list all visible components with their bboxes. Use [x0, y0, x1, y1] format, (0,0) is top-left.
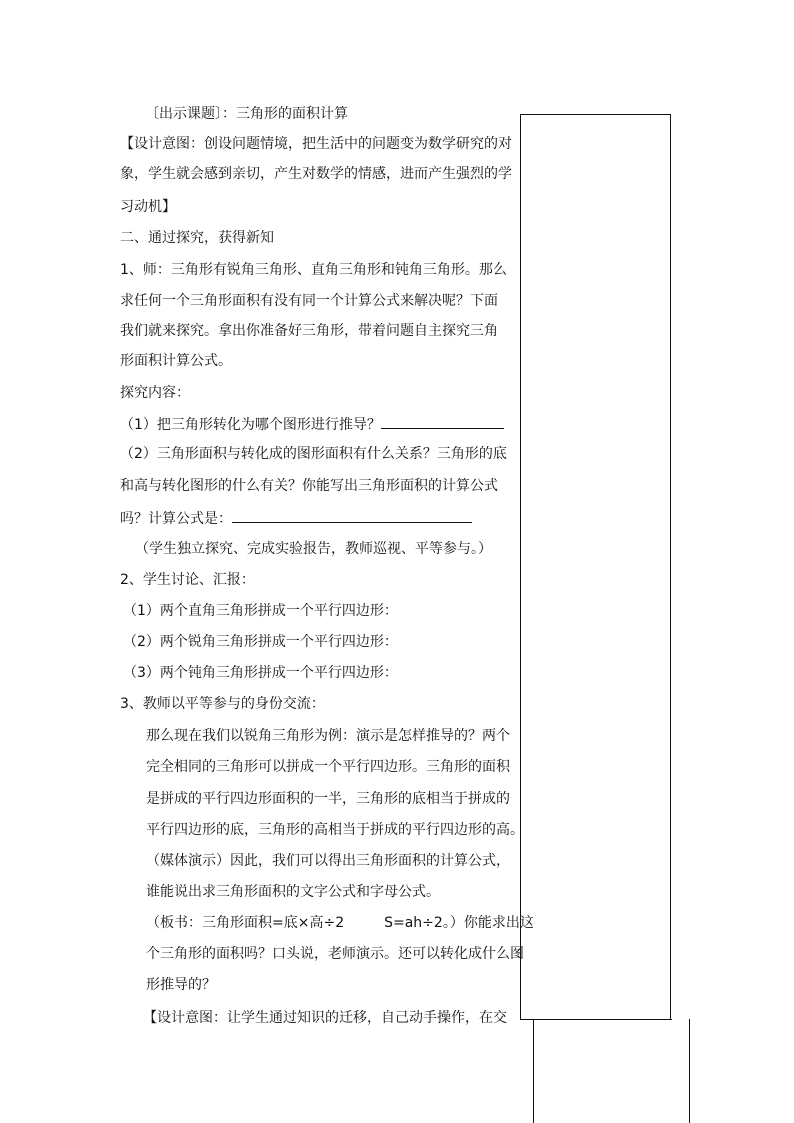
answer-blank-1: [381, 413, 504, 429]
design-intent-line: 习动机】: [120, 199, 176, 215]
paragraph-line: 形推导的？: [146, 977, 216, 993]
paragraph-line: 谁能说出求三角形面积的文字公式和字母公式。: [146, 884, 440, 900]
section-heading: 二、通过探究，获得新知: [120, 230, 274, 246]
paragraph-line: （媒体演示）因此，我们可以得出三角形面积的计算公式，: [146, 853, 510, 869]
paragraph-line: 个三角形的面积吗？口头说，老师演示。还可以转化成什么图: [146, 946, 524, 962]
question-2: （2）三角形面积与转化成的图形面积有什么关系？三角形的底: [120, 446, 507, 462]
side-note-column: [520, 114, 671, 1019]
paragraph-line: 形面积计算公式。: [120, 353, 232, 369]
question-1-text: （1）把三角形转化为哪个图形进行推导？: [120, 417, 381, 433]
paragraph-line: 完全相同的三角形可以拼成一个平行四边形。三角形的面积: [146, 759, 510, 775]
report-item-2: （2）两个锐角三角形拼成一个平行四边形：: [123, 634, 398, 650]
paragraph-line: 我们就来探究。拿出你准备好三角形，带着问题自主探究三角: [120, 323, 498, 339]
lesson-title: 〔出示课题〕：三角形的面积计算: [145, 106, 348, 122]
paragraph-line: 平行四边形的底，三角形的高相当于拼成的平行四边形的高。: [146, 822, 524, 838]
question-formula: [120, 507, 472, 529]
board-formula-words: （板书：三角形面积=底×高÷2: [146, 915, 345, 931]
formula-prompt: 吗？计算公式是：: [120, 511, 232, 527]
paragraph-line: 是拼成的平行四边形面积的一半，三角形的底相当于拼成的: [146, 791, 510, 807]
report-item-1: （1）两个直角三角形拼成一个平行四边形：: [123, 603, 398, 619]
discussion-heading: 2、学生讨论、汇报：: [120, 572, 255, 588]
design-intent-line: 象，学生就会感到亲切，产生对数学的情感，进而产生强烈的学: [120, 166, 512, 182]
activity-note: （学生独立探究、完成实验报告，教师巡视、平等参与。）: [135, 541, 492, 557]
side-note-column-lower: [533, 1019, 690, 1123]
design-intent-line: 【设计意图：创设问题情境，把生活中的问题变为数学研究的对: [120, 136, 512, 152]
explore-heading: 探究内容：: [120, 385, 190, 401]
report-item-3: （3）两个钝角三角形拼成一个平行四边形：: [123, 665, 398, 681]
question-2-cont: 和高与转化图形的什么有关？你能写出三角形面积的计算公式: [120, 478, 498, 494]
design-intent-line: 【设计意图：让学生通过知识的迁移，自己动手操作，在交: [143, 1010, 507, 1026]
question-1: [120, 413, 504, 435]
answer-blank-2: [232, 507, 472, 523]
paragraph-line: 1、师：三角形有锐角三角形、直角三角形和钝角三角形。那么: [120, 262, 507, 278]
paragraph-line: 那么现在我们以锐角三角形为例：演示是怎样推导的？两个: [146, 728, 510, 744]
board-formula-line: [146, 913, 534, 933]
exchange-heading: 3、教师以平等参与的身份交流：: [120, 696, 325, 712]
board-formula-letters: S=ah÷2。）你能求出这: [384, 915, 534, 931]
paragraph-line: 求任何一个三角形面积有没有同一个计算公式来解决呢？下面: [120, 293, 498, 309]
